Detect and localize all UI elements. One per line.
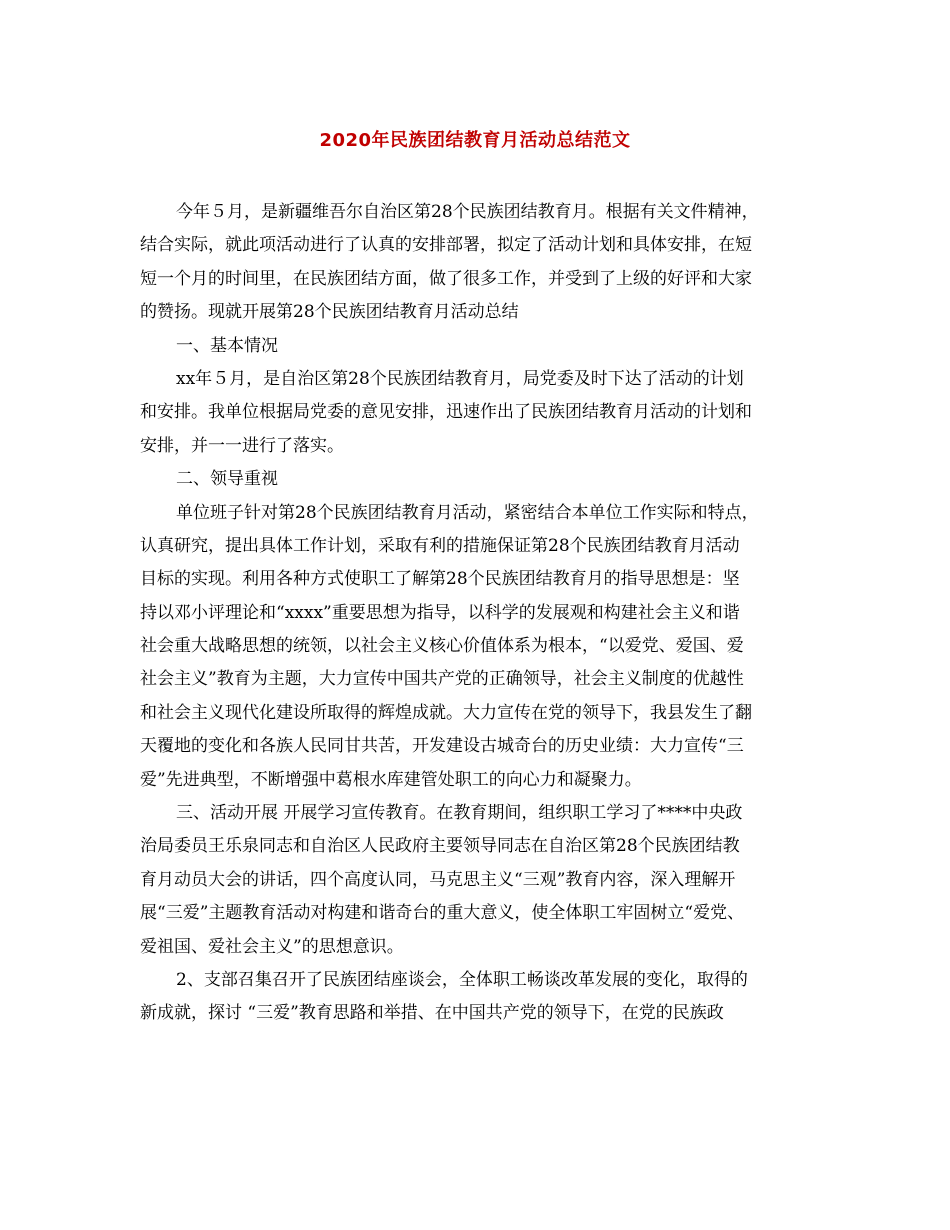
text-line: 今年５月，是新疆维吾尔自治区第28个民族团结教育月。根据有关文件精神， xyxy=(176,202,759,222)
text-line: 新成就，探讨 “三爱”教育思路和举措、在中国共产党的领导下，在党的民族政 xyxy=(140,1003,724,1024)
document-title: 2020年民族团结教育月活动总结范文 xyxy=(319,130,631,151)
text-line: 持以邓小评理论和“xxxx”重要思想为指导，以科学的发展观和构建社会主义和谐 xyxy=(140,602,740,623)
text-line: 短一个月的时间里，在民族团结方面，做了很多工作，并受到了上级的好评和大家 xyxy=(140,268,752,289)
text-line: 目标的实现。利用各种方式使职工了解第28个民族团结教育月的指导思想是：坚 xyxy=(140,569,740,590)
text-line: 天覆地的变化和各族人民同甘共苦，开发建设古城奇台的历史业绩：大力宣传“三 xyxy=(140,736,744,757)
text-line: 治局委员王乐泉同志和自治区人民政府主要领导同志在自治区第28个民族团结教 xyxy=(140,836,740,857)
text-line: 爱祖国、爱社会主义”的思想意识。 xyxy=(140,936,404,957)
text-line: 育月动员大会的讲话，四个高度认同，马克思主义“三观”教育内容，深入理解开 xyxy=(140,869,736,890)
text-line: 安排，并一一进行了落实。 xyxy=(140,435,344,456)
text-line: 社会主义”教育为主题，大力宣传中国共产党的正确领导，社会主义制度的优越性 xyxy=(140,669,744,690)
text-line: 和安排。我单位根据局党委的意见安排，迅速作出了民族团结教育月活动的计划和 xyxy=(140,402,752,423)
document-body xyxy=(140,196,840,1031)
text-line: 社会重大战略思想的统领，以社会主义核心价值体系为根本，“以爱党、爱国、爱 xyxy=(140,636,744,657)
text-line: 的赞扬。现就开展第28个民族团结教育月活动总结 xyxy=(140,302,519,323)
text-line: 单位班子针对第28个民族团结教育月活动，紧密结合本单位工作实际和特点， xyxy=(176,502,759,523)
text-line: 二、领导重视 xyxy=(176,469,278,490)
text-line: 三、活动开展 开展学习宣传教育。在教育期间，组织职工学习了****中央政 xyxy=(176,803,743,824)
text-line: 2、支部召集召开了民族团结座谈会，全体职工畅谈改革发展的变化，取得的 xyxy=(176,969,748,990)
text-line: 认真研究，提出具体工作计划，采取有利的措施保证第28个民族团结教育月活动 xyxy=(140,535,740,556)
text-line: xx年５月，是自治区第28个民族团结教育月，局党委及时下达了活动的计划 xyxy=(176,368,744,389)
text-line: 一、基本情况 xyxy=(176,335,278,356)
text-line: 爱”先进典型，不断增强中葛根水库建管处职工的向心力和凝聚力。 xyxy=(140,769,642,790)
text-line: 结合实际，就此项活动进行了认真的安排部署，拟定了活动计划和具体安排，在短 xyxy=(140,235,752,256)
text-line: 展“三爱”主题教育活动对构建和谐奇台的重大意义，使全体职工牢固树立“爱党、 xyxy=(140,903,745,924)
text-line: 和社会主义现代化建设所取得的辉煌成就。大力宣传在党的领导下，我县发生了翻 xyxy=(140,702,752,723)
